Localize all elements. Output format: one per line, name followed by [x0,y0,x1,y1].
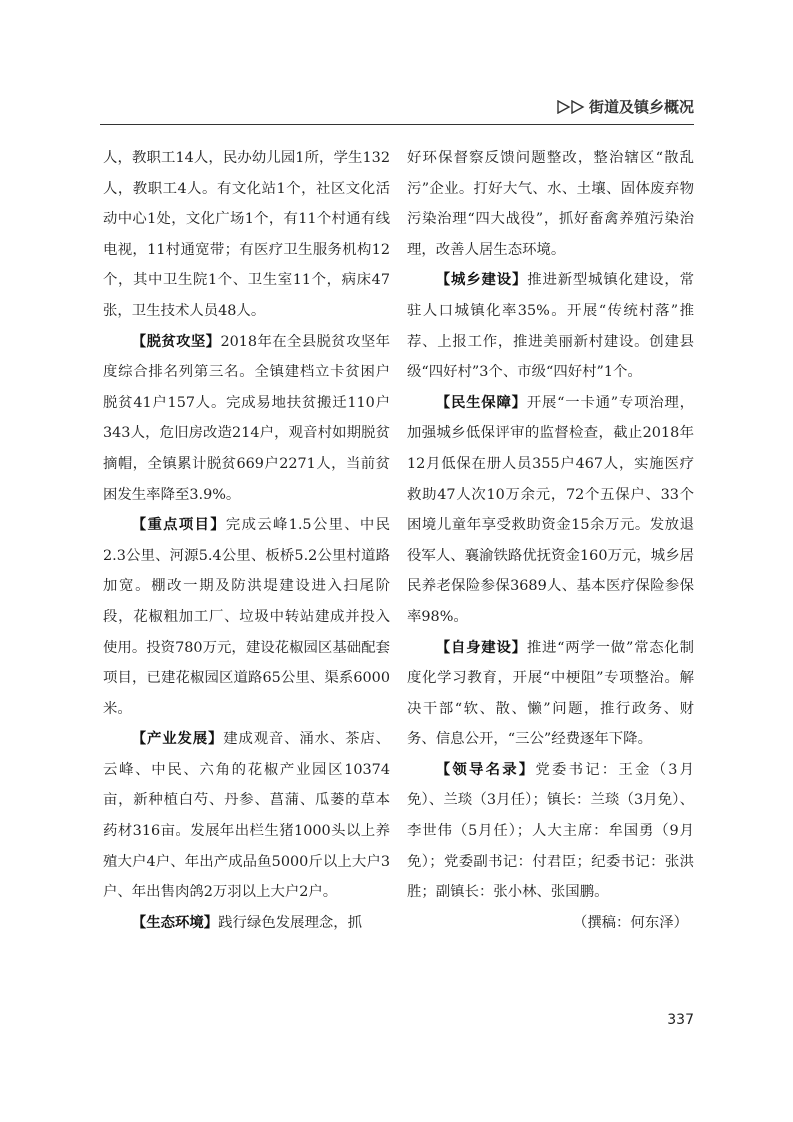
left-column [103,143,390,938]
paragraph-text: 好环保督察反馈问题整改，整治辖区“散乱污”企业。打好大气、水、土壤、固体废弃物污染治理“四大战役”，抓好畜禽养殖污染治理，改善人居生态环境。 [407,150,694,258]
paragraph-livelihood [407,388,694,633]
paragraph-text: 践行绿色发展理念，抓 [218,914,363,931]
paragraph-text: 2018年在全县脱贫攻坚年度综合排名列第三名。全镇建档立卡贫困户脱贫41户157人。完成易地扶贫搬迁110户343人，危旧房改造214户，观音村如期脱贫摘帽，全镇累计脱贫669户2271人，当前贫困发生率降至3.9%。 [103,333,390,503]
paragraph-keyword: 【脱贫攻坚】 [131,333,221,350]
paragraph-keyword: 【民生保障】 [435,394,527,411]
paragraph-keyword: 【城乡建设】 [435,272,528,289]
paragraph-keyword: 【领导名录】 [435,761,536,778]
section-title: 街道及镇乡概况 [588,98,694,116]
paragraph-self-building [407,633,694,755]
page-number: 337 [667,1012,694,1028]
paragraph-leaders [407,755,694,908]
running-header [100,96,694,124]
double-arrow-icon [557,100,587,114]
paragraph-text: 推进“两学一做”常态化制度化学习教育，开展“中梗阻”专项整治。解决干部“软、散、懒”问题，推行政务、财务、信息公开，“三公”经费逐年下降。 [407,639,694,748]
paragraph-keyword: 【重点项目】 [131,517,226,534]
paragraph-key-projects [103,510,390,724]
right-column [407,143,694,938]
paragraph-keyword: 【产业发展】 [131,731,224,748]
paragraph-text: 推进新型城镇化建设，常驻人口城镇化率35%。开展“传统村落”推荐、上报工作，推进美丽新村建设。创建县级“四好村”3个、市级“四好村”1个。 [407,272,694,381]
paragraph-text: 建成观音、涌水、茶店、云峰、中民、六角的花椒产业园区10374亩，新种植白芍、丹参、菖蒲、瓜蒌的草本药材316亩。发展年出栏生猪1000头以上养殖大户4户、年出产成品鱼5000斤以上大户3户、年出售肉鸽2万羽以上大户2户。 [103,731,390,901]
header-divider [100,124,694,125]
paragraph-keyword: 【自身建设】 [435,639,527,656]
paragraph-text: 开展“一卡通”专项治理，加强城乡低保评审的监督检查，截止2018年12月低保在册人员355户467人，实施医疗救助47人次10万余元，72个五保户、33个困境儿童年享受救助资金15余万元。发放退役军人、襄渝铁路优抚资金160万元，城乡居民养老保险参保3689人、基本医疗保险参保率98%。 [407,394,694,625]
paragraph-urban-rural [407,265,694,387]
paragraph-poverty [103,327,390,511]
paragraph-text: 党委书记：王金（3月免）、兰琰（3月任）；镇长：兰琰（3月免）、李世伟（5月任）；人大主席：牟国勇（9月免）；党委副书记：付君臣；纪委书记：张洪胜；副镇长：张小林、张国鹏。 [407,761,694,901]
author-credit: （撰稿：何东泽） [572,914,688,931]
paragraph-keyword: 【生态环境】 [131,914,219,931]
paragraph-industry [103,724,390,908]
paragraph-ecology [103,908,390,939]
paragraph-continued [407,143,694,265]
paragraph-text: 完成云峰1.5公里、中民2.3公里、河源5.4公里、板桥5.2公里村道路加宽。棚改一期及防洪堤建设进入扫尾阶段，花椒粗加工厂、垃圾中转站建成并投入使用。投资780万元，建设花椒园区基础配套项目，已建花椒园区道路65公里、渠系6000米。 [103,517,390,717]
paragraph-text: 人，教职工14人，民办幼儿园1所，学生132人，教职工4人。有文化站1个，社区文化活动中心1处，文化广场1个，有11个村通有线电视，11村通宽带；有医疗卫生服务机构12个，其中卫生院1个、卫生室11个，病床47张，卫生技术人员48人。 [103,150,390,319]
paragraph-continued [103,143,390,327]
